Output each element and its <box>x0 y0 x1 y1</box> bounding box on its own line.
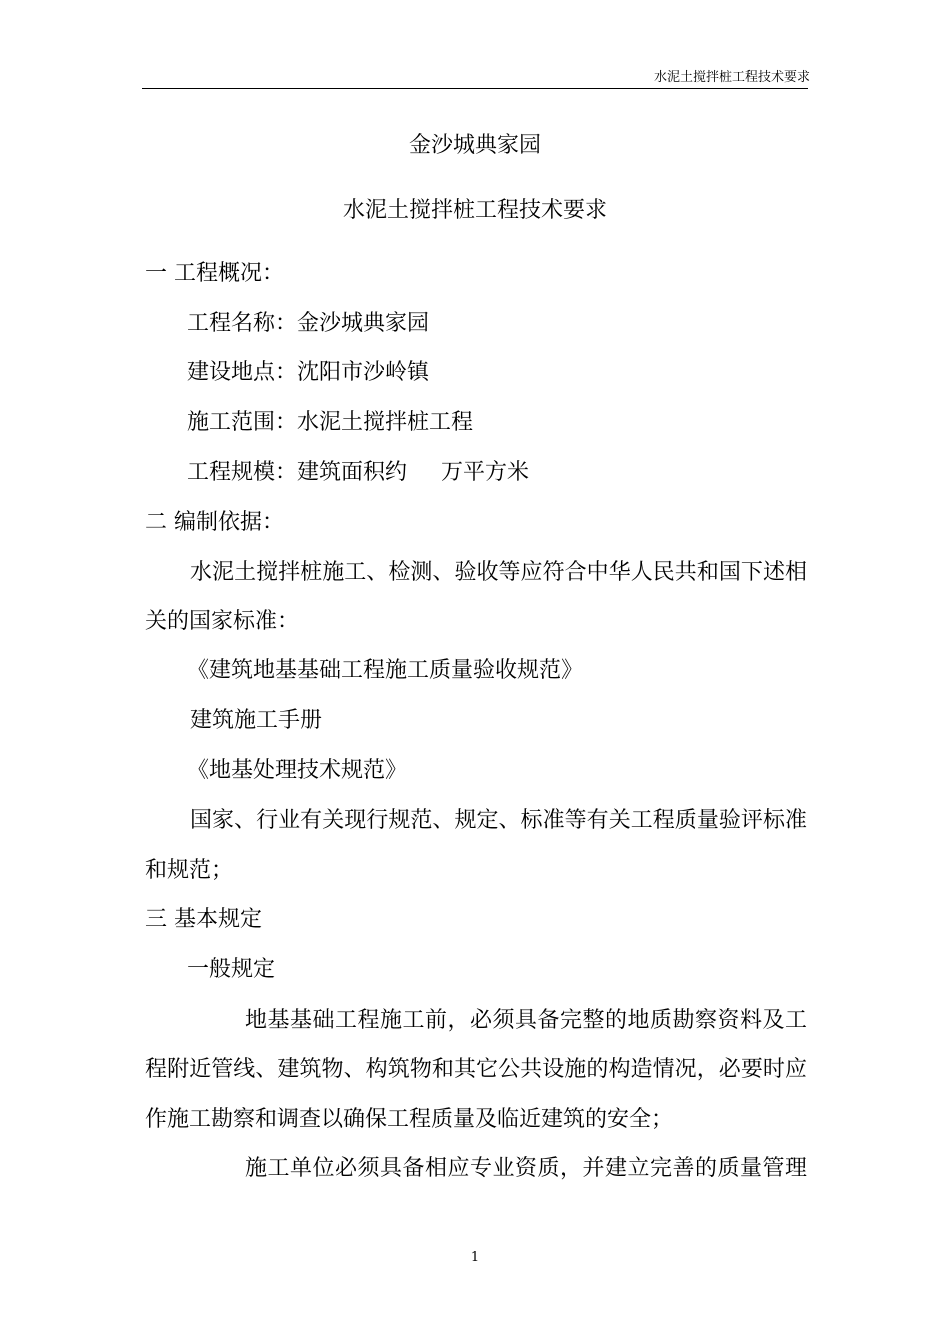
project-title: 金沙城典家园 <box>408 133 541 158</box>
provision-1-line-3: 作施工勘察和调查以确保工程质量及临近建筑的安全； <box>145 1107 674 1132</box>
basis-note-line-2: 和规范； <box>145 858 234 883</box>
page-number: 1 <box>470 1250 480 1265</box>
provision-1-line-2: 程附近管线、建筑物、构筑物和其它公共设施的构造情况，必要时应 <box>145 1057 807 1082</box>
basis-intro-line-1: 水泥土搅拌桩施工、检测、验收等应符合中华人民共和国下述相 <box>190 560 807 585</box>
basis-note-line-1: 国家、行业有关现行规范、规定、标准等有关工程质量验评标准 <box>190 808 807 833</box>
document-title: 水泥土搅拌桩工程技术要求 <box>342 198 607 223</box>
standard-2: 建筑施工手册 <box>190 708 323 733</box>
scope-line: 施工范围：水泥土搅拌桩工程 <box>187 410 474 435</box>
running-header: 水泥土搅拌桩工程技术要求 <box>653 70 810 85</box>
section-1-heading: 一 工程概况： <box>145 261 284 286</box>
scale-suffix: 万平方米 <box>441 460 530 485</box>
scale-prefix: 工程规模：建筑面积约 <box>187 460 408 485</box>
header-rule <box>142 88 808 89</box>
scale-line <box>187 458 529 488</box>
standard-1: 《建筑地基基础工程施工质量验收规范》 <box>187 658 584 683</box>
general-provisions-heading: 一般规定 <box>187 957 276 982</box>
project-name-line: 工程名称：金沙城典家园 <box>187 311 430 336</box>
provision-2-line-1: 施工单位必须具备相应专业资质，并建立完善的质量管理 <box>245 1156 807 1181</box>
standard-3: 《地基处理技术规范》 <box>187 758 408 783</box>
location-line: 建设地点：沈阳市沙岭镇 <box>187 360 430 385</box>
basis-intro-line-2: 关的国家标准： <box>145 609 300 634</box>
section-3-heading: 三 基本规定 <box>145 907 262 932</box>
provision-1-line-1: 地基基础工程施工前，必须具备完整的地质勘察资料及工 <box>245 1008 807 1033</box>
section-2-heading: 二 编制依据： <box>145 510 284 535</box>
